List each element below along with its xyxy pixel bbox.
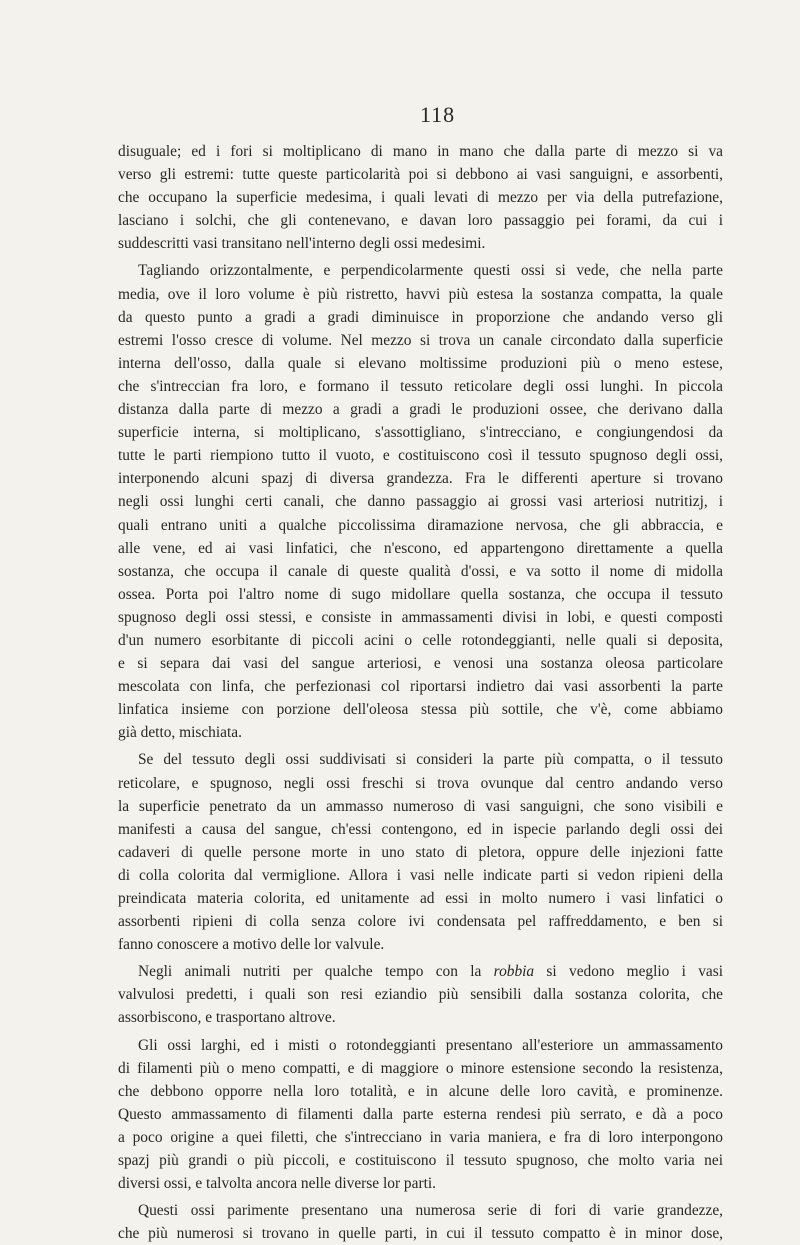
text-line: che debbono opporre nella loro totalità, e in alcune delle loro cavità, e prominenze. — [118, 1082, 723, 1100]
text-line: alle vene, ed ai vasi linfatici, che n'escono, ed appartengono direttamente a quella — [118, 539, 723, 557]
text-line: verso gli estremi: tutte queste particolarità poi si debbono ai vasi sanguigni, e assorbenti, — [118, 166, 723, 184]
text-line: Tagliando orizzontalmente, e perpendicolarmente questi ossi si vede, che nella parte — [138, 262, 723, 280]
text-line: Negli animali nutriti per qualche tempo con la robbia si vedono meglio i vasi — [138, 963, 724, 981]
text-line: fanno conoscere a motivo delle lor valvule. — [118, 936, 385, 954]
text-line: a poco origine a quei filetti, che s'intrecciano in varia maniera, e fra di loro interpongono — [118, 1128, 723, 1146]
text-line: suddescritti vasi transitano nell'interno degli ossi medesimi. — [118, 235, 486, 253]
paragraph — [118, 1199, 723, 1245]
text-line: da questo punto a gradi a gradi diminuisce in proporzione che andando verso gli — [118, 308, 723, 326]
text-line: interna dell'osso, dalla quale si elevano moltissime produzioni più o meno estese, — [118, 354, 723, 372]
italic-term: robbia — [493, 963, 535, 981]
text-line: negli ossi lunghi certi canali, che danno passaggio ai grossi vasi arteriosi nutritizj, i — [118, 493, 723, 511]
text-line: diversi ossi, e talvolta ancora nelle diverse lor parti. — [118, 1175, 436, 1193]
text-line: reticolare, e spugnoso, negli ossi freschi si trova ovunque dal centro andando verso — [118, 774, 723, 792]
text-line: valvulosi predetti, i quali son resi eziandio più sensibili dalla sostanza colorita, che — [118, 986, 723, 1004]
text-line: di colla colorita dal vermiglione. Allora i vasi nelle indicate parti si vedon ripieni della — [118, 866, 723, 884]
paragraph — [118, 960, 723, 1029]
text-line: Gli ossi larghi, ed i misti o rotondeggianti presentano all'esteriore un ammassamento — [138, 1036, 723, 1054]
text-line: quali entrano uniti a qualche piccolissima diramazione nervosa, che gli abbraccia, e — [118, 516, 723, 534]
paragraph — [118, 140, 723, 255]
text-line: preindicata materia colorita, ed unitamente ad essi in molto numero i vasi linfatici o — [118, 890, 723, 907]
text-line: disuguale; ed i fori si moltiplicano di mano in mano che dalla parte di mezzo si va — [118, 143, 723, 160]
text-line: tutte le parti riempiono tutto il vuoto, e costituiscono così il tessuto spugnoso degli ossi, — [118, 447, 723, 465]
paragraph — [118, 748, 723, 956]
page-number: 118 — [420, 102, 456, 127]
body-text — [118, 140, 723, 1245]
text-line: spugnoso degli ossi stessi, e consiste in ammassamenti divisi in lobi, e questi composti — [118, 608, 723, 626]
text-line: che s'intreccian fra loro, e formano il tessuto reticolare degli ossi lunghi. In piccola — [118, 377, 723, 395]
text-line: interponendo alcuni spazj di diversa grandezza. Fra le differenti aperture si trovano — [118, 470, 723, 488]
paragraph — [118, 259, 723, 744]
text-line: superficie interna, si moltiplicano, s'assottigliano, s'intrecciano, e congiungendosi da — [118, 424, 723, 442]
text-line: di filamenti più o meno compatti, e di maggiore o minore estensione secondo la resistenza, — [118, 1059, 723, 1077]
text-line: linfatica insieme con porzione dell'oleosa stessa più sottile, che v'è, come abbiamo — [118, 701, 723, 719]
text-line: manifesti a causa del sangue, ch'essi contengono, ed in ispecie parlando degli ossi dei — [118, 820, 723, 838]
text-line: d'un numero esorbitante di piccoli acini o celle rotondeggianti, nelle quali si deposita, — [118, 631, 723, 649]
text-line: già detto, mischiata. — [118, 724, 242, 742]
text-line: che occupano la superficie medesima, i quali levati di mezzo per via della putrefazione, — [118, 189, 723, 207]
text-line: media, ove il loro volume è più ristretto, havvi più estesa la sostanza compatta, la quale — [118, 285, 723, 303]
text-line: Se del tessuto degli ossi suddivisati si consideri la parte più compatta, o il tessuto — [138, 751, 723, 769]
text-line: e si separa dai vasi del sangue arteriosi, e venosi una sostanza oleosa particolare — [118, 655, 723, 673]
text-line: mescolata con linfa, che perfezionasi col riportarsi indietro dai vasi assorbenti la parte — [118, 678, 723, 696]
text-line: spazj più grandi o più piccoli, e costituiscono il tessuto spugnoso, che molto varia nei — [118, 1152, 723, 1170]
text-line: sostanza, che occupa il canale di queste qualità d'ossi, e va sotto il nome di midolla — [118, 562, 723, 580]
text-line: estremi l'osso cresce di volume. Nel mezzo si trova un canale circondato dalla superficie — [118, 331, 723, 349]
text-line: la superficie penetrato da un ammasso numeroso di vasi sanguigni, che sono visibili e — [118, 797, 723, 815]
paragraph — [118, 1034, 723, 1196]
text-line: cadaveri di quelle persone morte in uno stato di pletora, oppure delle injezioni fatte — [118, 843, 723, 861]
text-line: distanza dalla parte di mezzo a gradi a gradi le produzioni ossee, che derivano dalla — [118, 401, 723, 419]
text-line: assorbiscono, e trasportano altrove. — [118, 1009, 336, 1027]
text-line: che più numerosi si trovano in quelle parti, in cui il tessuto compatto è in minor dose, — [118, 1225, 723, 1243]
text-line: lasciano i solchi, che gli contenevano, e davan loro passaggio pei forami, da cui i — [118, 212, 723, 230]
text-line: assorbenti ripieni di colla senza colore ivi condensata pel raffreddamento, e ben si — [118, 913, 723, 931]
text-line: ossea. Porta poi l'altro nome di sugo midollare quella sostanza, che occupa il tessuto — [118, 585, 723, 603]
text-line: Questo ammassamento di filamenti dalla parte esterna rendesi più serrato, e dà a poco — [118, 1105, 723, 1123]
text-line: Questi ossi parimente presentano una numerosa serie di fori di varie grandezze, — [138, 1202, 723, 1220]
